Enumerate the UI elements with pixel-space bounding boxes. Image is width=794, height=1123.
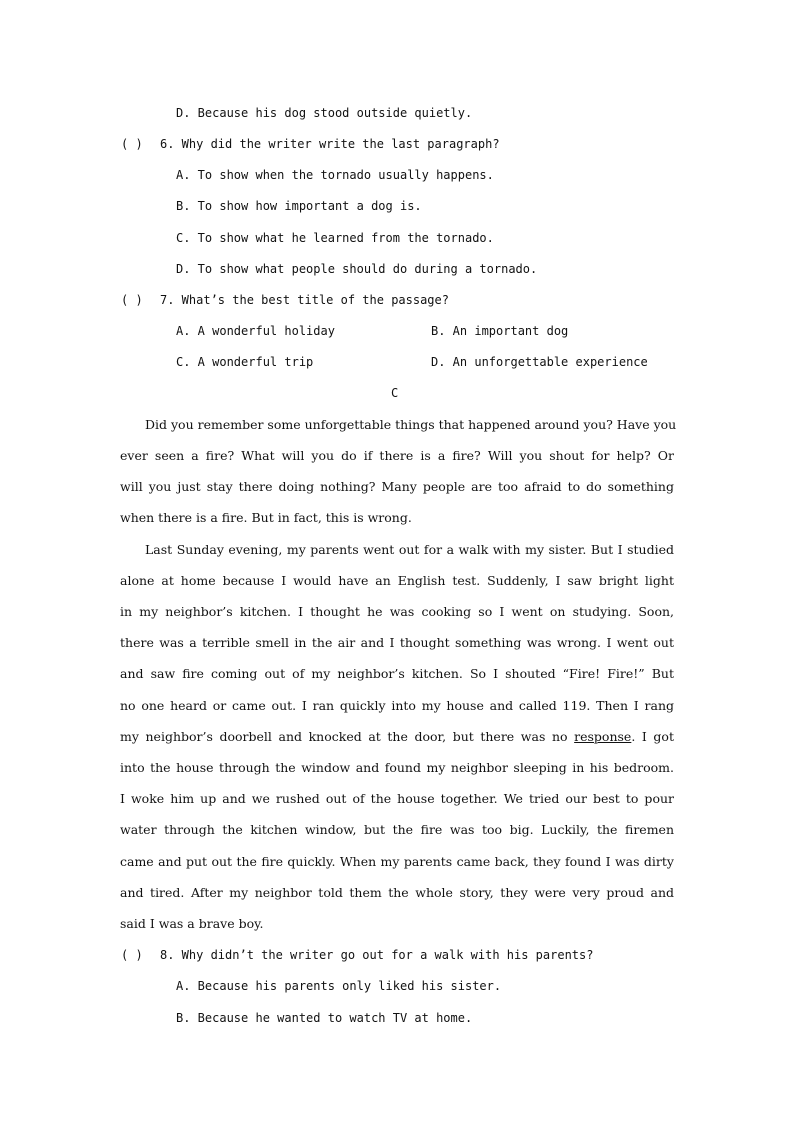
q6-option-a: A. To show when the tornado usually happens. [176, 168, 494, 182]
underlined-word-response: response [574, 729, 632, 744]
q7-answer-paren: ( ) [121, 293, 143, 307]
q6-option-b: B. To show how important a dog is. [176, 199, 422, 213]
passage-p2-line-9: I woke him up and we rushed out of the house together. We tried our best to pour [120, 791, 674, 806]
passage-p2-line-13: said I was a brave boy. [120, 916, 264, 931]
passage-p2-line-12: and tired. After my neighbor told them the whole story, they were very proud and [120, 885, 674, 900]
passage-p2-line-3: in my neighbor’s kitchen. I thought he was cooking so I went on studying. Soon, [120, 604, 674, 619]
line-7-before: my neighbor’s doorbell and knocked at the door, but there was no [120, 729, 575, 744]
q8-question: 8. Why didn’t the writer go out for a walk with his parents? [160, 948, 594, 962]
passage-p2-line-1: Last Sunday evening, my parents went out for a walk with my sister. But I studied [145, 542, 674, 557]
q8-option-a: A. Because his parents only liked his sister. [176, 979, 502, 993]
q7-option-d: D. An unforgettable experience [431, 355, 648, 369]
q6-option-c: C. To show what he learned from the tornado. [176, 231, 494, 245]
section-heading-c: C [391, 386, 399, 400]
passage-p1-line-4: when there is a fire. But in fact, this is wrong. [120, 510, 412, 525]
q7-question: 7. What’s the best title of the passage? [160, 293, 449, 307]
passage-p1-line-2: ever seen a fire? What will you do if there is a fire? Will you shout for help? Or [120, 448, 674, 463]
passage-p2-line-5: and saw fire coming out of my neighbor’s kitchen. So I shouted “Fire! Fire!” But [120, 666, 674, 681]
q8-option-b: B. Because he wanted to watch TV at home. [176, 1011, 473, 1025]
q7-option-b: B. An important dog [431, 324, 569, 338]
q5-option-d: D. Because his dog stood outside quietly. [176, 106, 473, 120]
passage-p2-line-10: water through the kitchen window, but the fire was too big. Luckily, the firemen [120, 822, 674, 837]
passage-p2-line-11: came and put out the fire quickly. When my parents came back, they found I was dirty [120, 854, 674, 869]
passage-p1-line-3: will you just stay there doing nothing? Many people are too afraid to do something [120, 479, 674, 494]
passage-p2-line-2: alone at home because I would have an English test. Suddenly, I saw bright light [120, 573, 674, 588]
passage-p2-line-8: into the house through the window and found my neighbor sleeping in his bedroom. [120, 760, 674, 775]
line-7-after: . I got [631, 729, 674, 744]
q8-answer-paren: ( ) [121, 948, 143, 962]
q7-option-c: C. A wonderful trip [176, 355, 314, 369]
passage-p1-line-1: Did you remember some unforgettable things that happened around you? Have you [145, 417, 677, 432]
q6-question: 6. Why did the writer write the last paragraph? [160, 137, 500, 151]
q7-option-a: A. A wonderful holiday [176, 324, 335, 338]
passage-p2-line-7 [120, 728, 674, 746]
passage-p2-line-6: no one heard or came out. I ran quickly into my house and called 119. Then I rang [120, 698, 674, 713]
q6-option-d: D. To show what people should do during a tornado. [176, 262, 538, 276]
passage-p2-line-4: there was a terrible smell in the air and I thought something was wrong. I went out [120, 635, 674, 650]
q6-answer-paren: ( ) [121, 137, 143, 151]
